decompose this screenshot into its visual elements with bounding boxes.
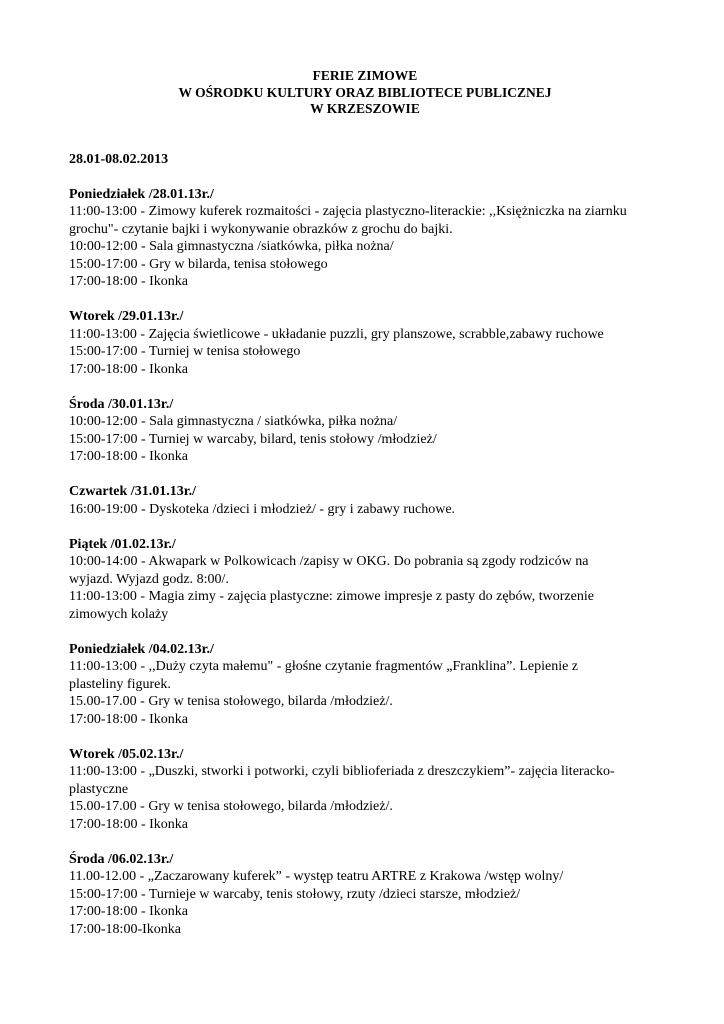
day-title: Poniedziałek /28.01.13r./ xyxy=(69,186,214,202)
schedule-line: plasteliny figurek. xyxy=(69,676,171,692)
schedule-line: plastyczne xyxy=(69,781,129,797)
schedule-line: 10:00-12:00 - Sala gimnastyczna /siatkówka, piłka nożna/ xyxy=(69,239,394,254)
document-page xyxy=(69,68,669,938)
day-title: Środa /06.02.13r./ xyxy=(69,851,174,867)
header-title: FERIE ZIMOWE xyxy=(312,68,418,83)
day-title: Wtorek /05.02.13r./ xyxy=(69,746,184,762)
schedule-line: 17:00-18:00 - Ikonka xyxy=(69,816,188,832)
day-section xyxy=(69,641,669,729)
schedule-line: 17:00-18:00 - Ikonka xyxy=(69,711,188,727)
day-title: Piątek /01.02.13r./ xyxy=(69,536,176,552)
day-section xyxy=(69,536,669,624)
schedule-line: 17:00-18:00 - Ikonka xyxy=(69,449,188,464)
day-title: Poniedziałek /04.02.13r./ xyxy=(69,641,214,657)
schedule-line: 10:00-14:00 - Akwapark w Polkowicach /zapisy w OKG. Do pobrania są zgody rodziców na xyxy=(69,554,589,569)
schedule-line: 11:00-13:00 - „Duszki, stworki i potworki, czyli biblioferiada z dreszczykiem”- zajęcia literacko- xyxy=(69,764,615,779)
schedule-line: 15.00-17.00 - Gry w tenisa stołowego, bilarda /młodzież/. xyxy=(69,799,393,814)
schedule-line: 15:00-17:00 - Gry w bilarda, tenisa stołowego xyxy=(69,256,328,272)
schedule-line: zimowych kolaży xyxy=(69,606,169,622)
period-dates: 28.01-08.02.2013 xyxy=(69,151,169,167)
schedule-line: 17:00-18:00 - Ikonka xyxy=(69,274,188,289)
schedule-line: 11.00-12.00 - „Zaczarowany kuferek” - występ teatru ARTRE z Krakowa /wstęp wolny/ xyxy=(69,869,564,884)
schedule-line: 17:00-18:00 - Ikonka xyxy=(69,361,188,377)
schedule-line: 17:00-18:00 - Ikonka xyxy=(69,904,188,919)
day-section xyxy=(69,186,669,291)
schedule-line: 11:00-13:00 - ,,Duży czyta małemu" - głośne czytanie fragmentów „Franklina”. Lepienie z xyxy=(69,659,579,674)
schedule-line: 11:00-13:00 - Zajęcia świetlicowe - układanie puzzli, gry planszowe, scrabble,zabawy ruchowe xyxy=(69,326,604,342)
day-title: Czwartek /31.01.13r./ xyxy=(69,484,197,499)
schedule-line: grochu"- czytanie bajki i wykonywanie obrazków z grochu do bajki. xyxy=(69,221,453,237)
schedule-line: 15:00-17:00 - Turnieje w warcaby, tenis stołowy, rzuty /dzieci starsze, młodzież/ xyxy=(69,886,521,902)
day-section xyxy=(69,851,669,939)
header-subtitle: W OŚRODKU KULTURY ORAZ BIBLIOTECE PUBLICZNEJ xyxy=(178,84,552,100)
document-header xyxy=(61,68,669,118)
day-section xyxy=(69,308,669,378)
schedule-line: wyjazd. Wyjazd godz. 8:00/. xyxy=(69,571,229,587)
day-title: Środa /30.01.13r./ xyxy=(69,396,174,412)
schedule-line: 16:00-19:00 - Dyskoteka /dzieci i młodzież/ - gry i zabawy ruchowe. xyxy=(69,501,456,517)
schedule-line: 11:00-13:00 - Magia zimy - zajęcia plastyczne: zimowe impresje z pasty do zębów, tworzenie xyxy=(69,589,594,604)
header-location: W KRZESZOWIE xyxy=(310,101,420,116)
day-section xyxy=(69,746,669,834)
schedule-line: 15:00-17:00 - Turniej w warcaby, bilard, tenis stołowy /młodzież/ xyxy=(69,431,437,447)
schedule-line: 15:00-17:00 - Turniej w tenisa stołowego xyxy=(69,344,301,359)
schedule-line: 11:00-13:00 - Zimowy kuferek rozmaitości - zajęcia plastyczno-literackie: ,,Księżniczka na ziarnku xyxy=(69,204,627,219)
day-title: Wtorek /29.01.13r./ xyxy=(69,309,184,324)
schedule xyxy=(69,186,669,939)
schedule-line: 10:00-12:00 - Sala gimnastyczna / siatkówka, piłka nożna/ xyxy=(69,414,398,429)
schedule-line: 15.00-17.00 - Gry w tenisa stołowego, bilarda /młodzież/. xyxy=(69,694,393,709)
day-section xyxy=(69,396,669,466)
day-section xyxy=(69,483,669,518)
schedule-line: 17:00-18:00-Ikonka xyxy=(69,921,181,937)
